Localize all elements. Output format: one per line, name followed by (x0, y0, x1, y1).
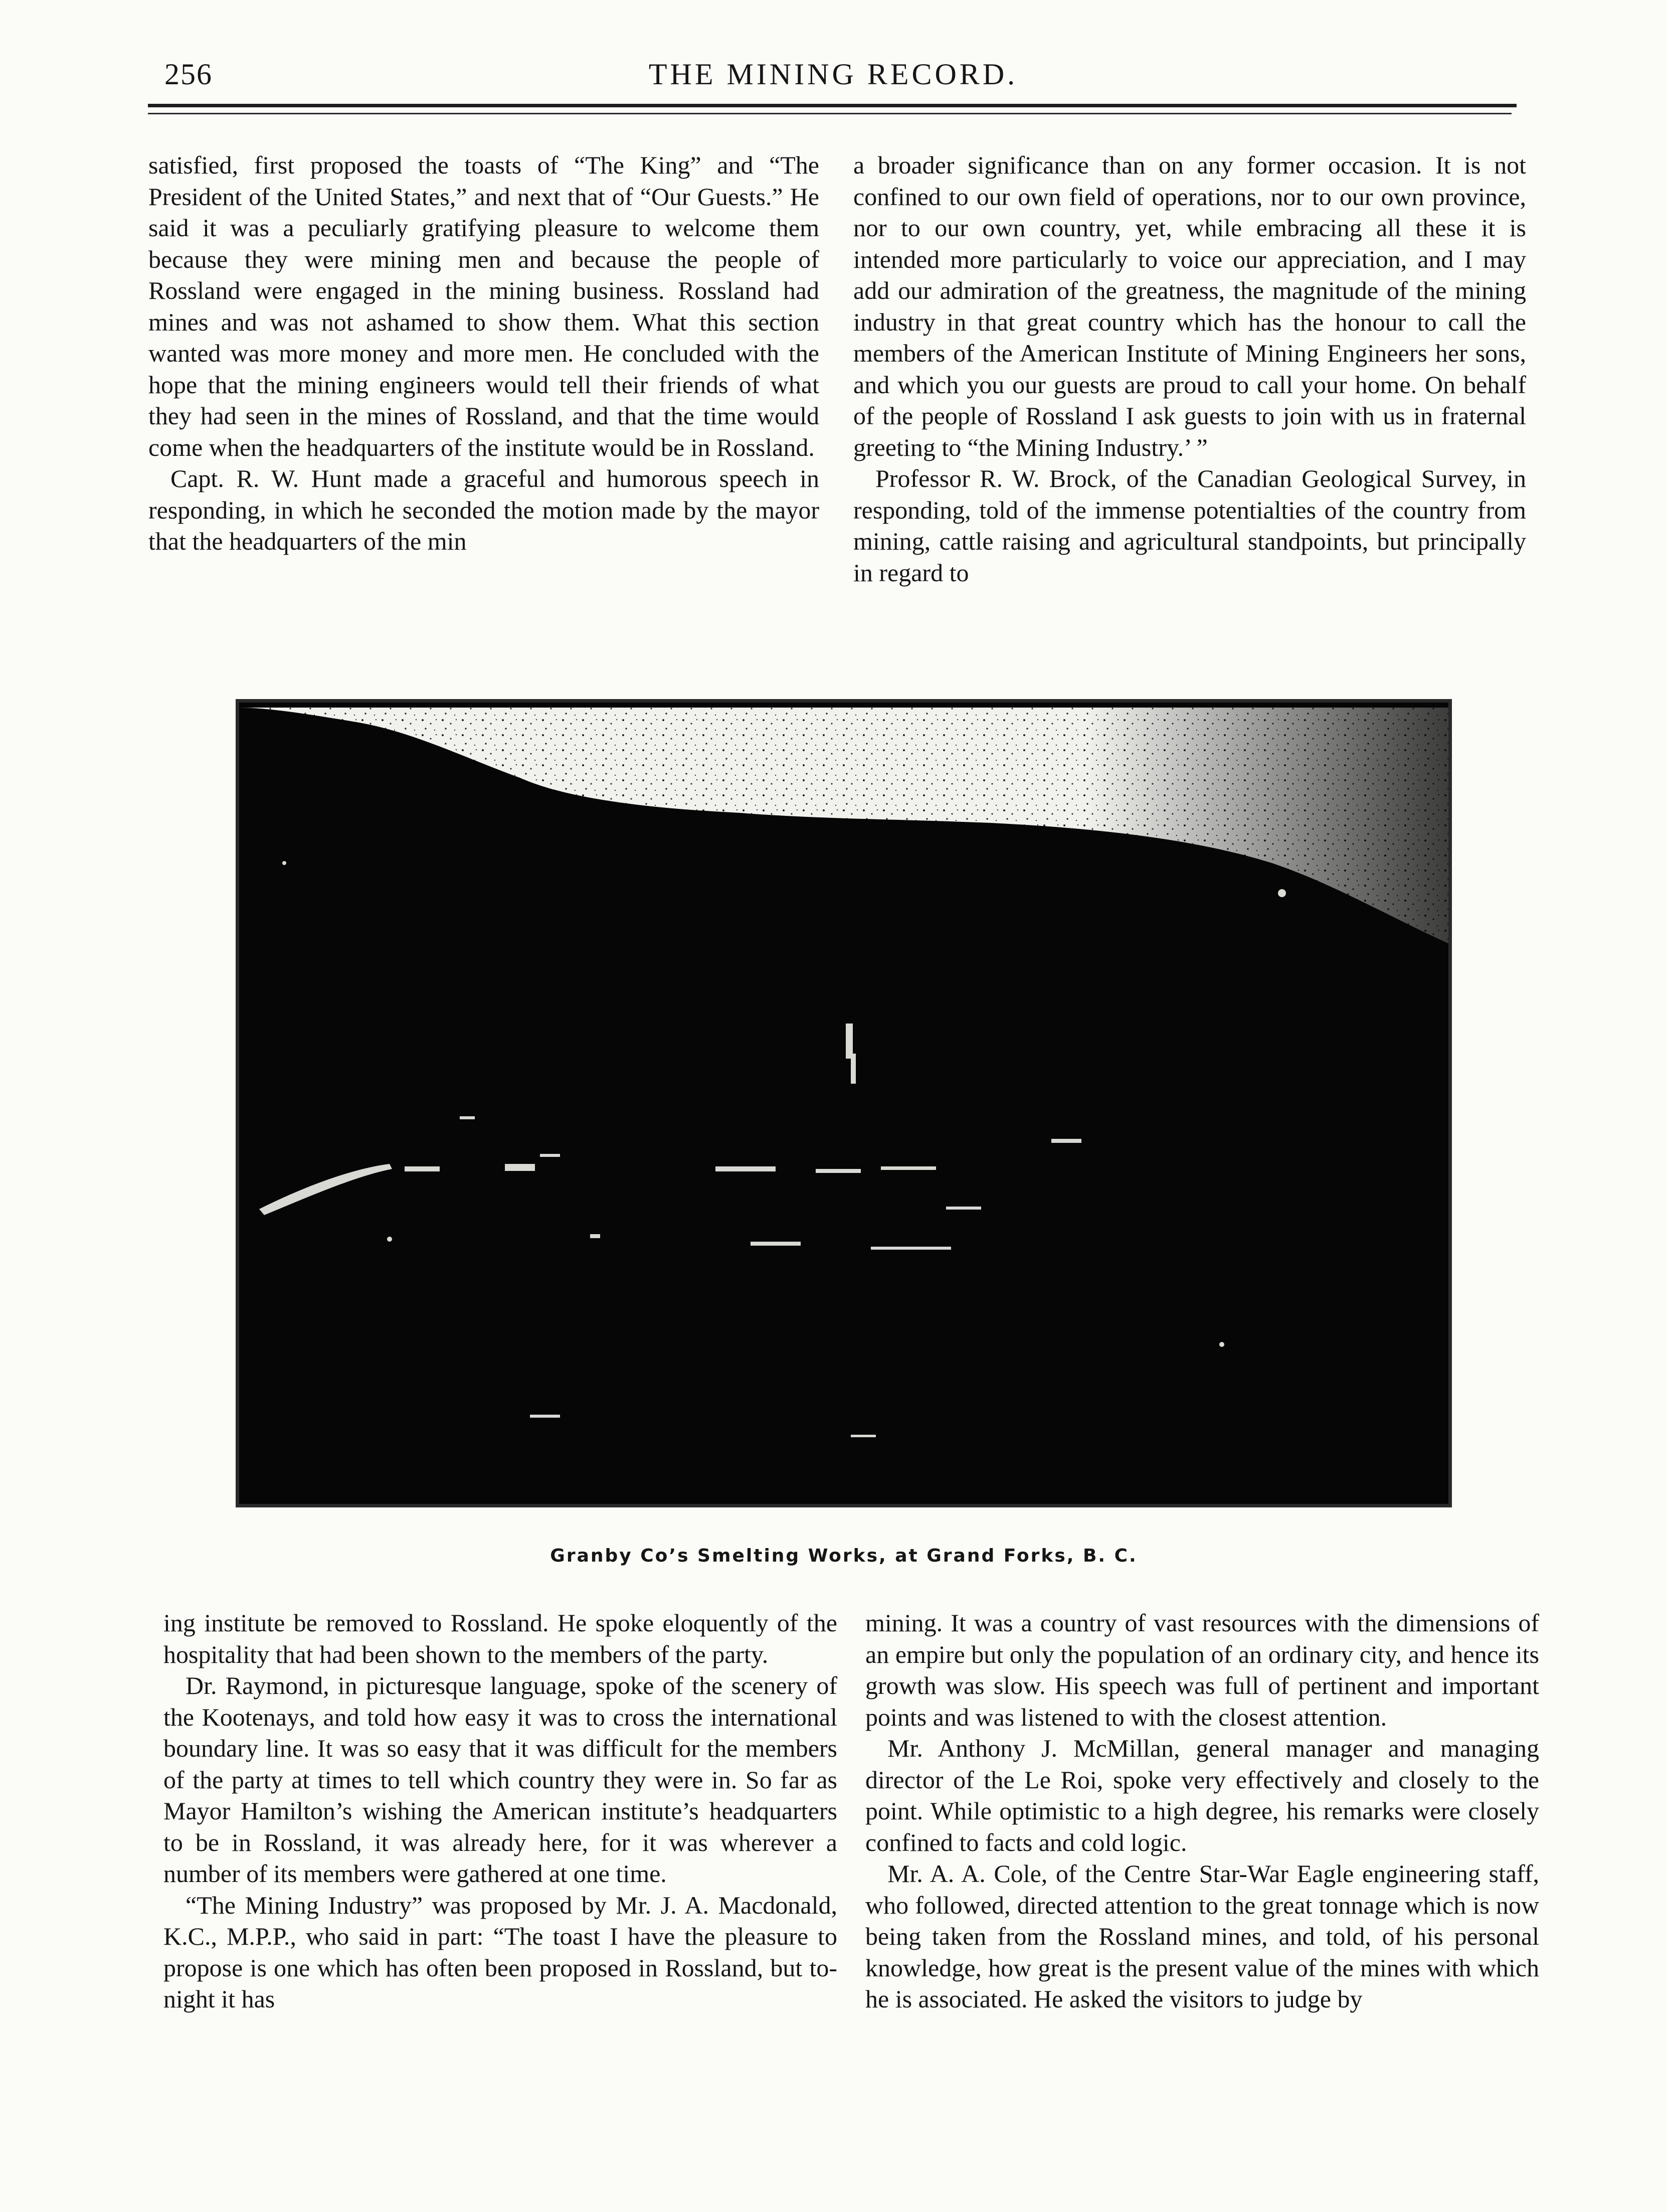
paragraph: a broader significance than on any former occasion. It is not confined to our own field of operations, nor to our own province, nor to our own country, yet, while embracing all these it is intended more particularly to voice our appreciation, and I may add our admiration of the greatness, the magnitude of the mining industry in that great country which has the honour to call the members of the American Institute of Mining Engineers her sons, and which you our guests are proud to call your home. On behalf of the people of Rossland I ask guests to join with us in fraternal greeting to “the Mining Industry.’ ” (853, 151, 1526, 461)
paragraph: Capt. R. W. Hunt made a graceful and humorous speech in responding, in which he seconded the motion made by the mayor that the headquarters of the min (148, 464, 819, 555)
page-header (150, 54, 1516, 99)
header-rule-thick (148, 104, 1517, 107)
paragraph: Dr. Raymond, in picturesque language, spoke of the scenery of the Kootenays, and told how easy it was to cross the international boundary line. It was so easy that it was difficult for the members of the party at times to tell which country they were in. So far as Mayor Hamilton’s wishing the American institute’s headquarters to be in Rossland, it was already here, for it was wherever a number of its members were gathered at one time. (163, 1671, 837, 1888)
column-bottom-right (865, 1607, 1539, 2015)
smelting-works-photo (236, 699, 1452, 1507)
paragraph: Mr. Anthony J. McMillan, general manager and managing director of the Le Roi, spoke very effectively and closely to the point. While optimistic to a high degree, his remarks were closely confined to facts and cold logic. (865, 1734, 1539, 1856)
paragraph: Mr. A. A. Cole, of the Centre Star-War Eagle engineering staff, who followed, directed attention to the great tonnage which is now being taken from the Rossland mines, and told, of his personal knowledge, how great is the present value of the mines with which he is associated. He asked the visitors to judge by (865, 1859, 1539, 2013)
figure-caption: Granby Co’s Smelting Works, at Grand Forks, B. C. (550, 1546, 1138, 1566)
paragraph: Professor R. W. Brock, of the Canadian Geological Survey, in responding, told of the immense potentialties of the country from mining, cattle raising and agricultural standpoints, but principally in regard to (853, 464, 1526, 587)
header-rule-thin (148, 113, 1512, 114)
page-number: 256 (164, 58, 213, 91)
photo-landscape-illustration (239, 703, 1448, 1504)
column-top-right (853, 149, 1526, 588)
paragraph: mining. It was a country of vast resources with the dimensions of an empire but only the population of an ordinary city, and hence its growth was slow. His speech was full of pertinent and important points and was listened to with the closest attention. (865, 1609, 1539, 1731)
paragraph: “The Mining Industry” was proposed by Mr. J. A. Macdonald, K.C., M.P.P., who said in part: “The toast I have the pleasure to propose is one which has often been proposed in Rossland, but to-night it has (163, 1891, 837, 2013)
paragraph: satisfied, first proposed the toasts of “The King” and “The President of the United States,” and next that of “Our Guests.” He said it was a peculiarly gratifying pleasure to welcome them because they were mining men and because the people of Rossland were engaged in the mining business. Rossland had mines and was not ashamed to show them. What this section wanted was more money and more men. He concluded with the hope that the mining engineers would tell their friends of what they had seen in the mines of Rossland, and that the time would come when the headquarters of the institute would be in Rossland. (148, 151, 819, 461)
column-bottom-left (163, 1607, 837, 2015)
running-title: THE MINING RECORD. (648, 58, 1018, 91)
paragraph: ing institute be removed to Rossland. He spoke eloquently of the hospitality that had been shown to the members of the party. (163, 1609, 837, 1668)
column-top-left (148, 149, 819, 557)
